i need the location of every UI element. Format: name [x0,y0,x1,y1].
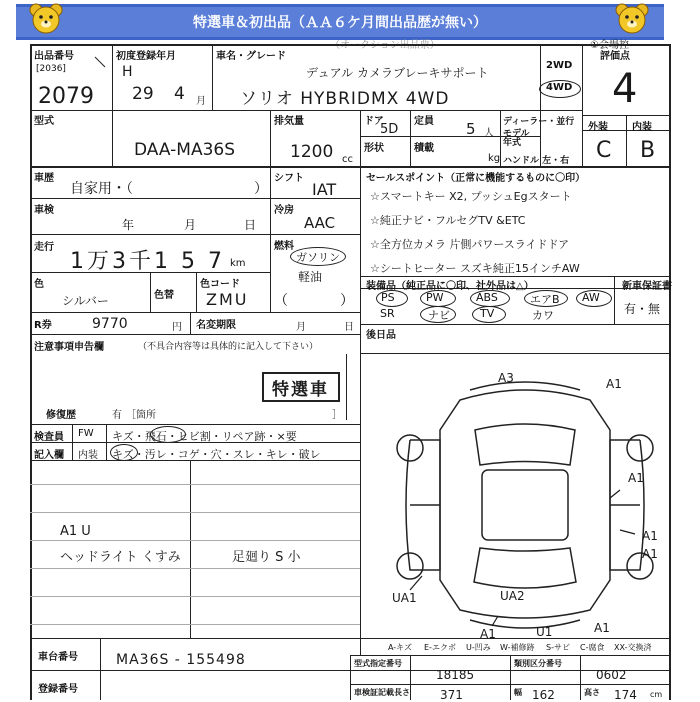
color-change-label: 色替 [154,290,174,301]
mark-ua1-left: UA1 [392,591,417,605]
first-reg-month-unit: 月 [196,96,206,107]
doors-value: 5D [380,122,399,137]
mark-u1-rear: U1 [536,625,553,639]
inspection-label: 車検 [34,205,54,216]
dog-ear-icon [94,56,106,68]
mileage-value: 1万3千1 5 7 [70,249,225,274]
entry-interior: 内装 [78,450,98,461]
hand-note-2: ヘッドライト くすみ [60,550,181,565]
first-reg-month: 4 [174,84,185,104]
repair-value: 有 [112,410,122,421]
name-label: 車名・グレード [216,51,286,62]
legend-w: W-補修跡 [500,643,535,652]
size-unit: cm [650,690,663,699]
legend-e: E-エクボ [424,643,456,652]
expiry-day: 日 [344,322,354,333]
shift-label: シフト [274,173,304,184]
length-value: 371 [440,688,463,702]
interior-grade: B [640,138,656,163]
sales-line-2: ☆純正ナビ・フルセグTV &ETC [370,214,526,227]
format-value: 18185 [436,668,475,682]
sales-line-4: ☆シートヒーター スズキ純正15インチAW [370,262,580,275]
repair-label: 修復歴 [46,410,76,421]
color-label: 色 [34,279,44,290]
displacement-value: 1200 [290,142,334,162]
mark-a1-right-rear: A1 [642,529,658,543]
legend-c: C-腐食 [580,643,605,652]
mileage-label: 走行 [34,242,54,253]
fuel-diesel: 軽油 [298,270,323,284]
chassis-label: 車台番号 [38,652,78,663]
mark-a1-right: A1 [628,471,644,485]
load-unit: kg [488,153,501,164]
color-code-label: 色コード [200,279,240,290]
mark-a1-front-right: A1 [606,377,622,391]
class-value: 0602 [596,668,627,682]
mark-a1-rear-right: A1 [594,621,610,635]
mark-a1-right-wheel: A1 [642,547,658,561]
lot-number: 2079 [38,84,94,109]
ac-label: 冷房 [274,205,294,216]
inspection-day: 日 [244,218,257,232]
equip-navi: ナビ [428,309,450,322]
top-banner [16,4,664,40]
sales-line-1: ☆スマートキー X2, プッシュEgスタート [370,190,572,203]
hand-note-1: A1 U [60,524,91,539]
ac-value: AAC [304,214,336,232]
hand-note-3: 足廻り S 小 [232,550,301,565]
later-label: 後日品 [366,330,396,341]
equip-tv: TV [480,307,495,320]
stone-chip-circle [150,426,186,443]
sales-label: セールスポイント（正常に機能するものに〇印） [366,173,586,184]
equipment-label: 装備品（純正品に〇印、社外品は△） [366,281,534,292]
bear-mascot-icon [28,2,64,36]
entry-label: 記入欄 [34,450,64,461]
equip-pw: PW [426,291,444,304]
scratch-circle [110,444,138,461]
equip-aw: AW [582,291,600,304]
equip-leather: カワ [532,309,554,322]
color-code: ZMU [206,290,249,309]
notes-sub: （不具合内容等は具体的に記入して下さい） [138,342,319,352]
history-close: ） [254,181,268,197]
inspection-year: 年 [122,218,135,232]
drive-4wd: 4WD [546,82,573,93]
checker-items: キズ・飛石・ヒビ割・リペア跡・×要 [112,430,297,443]
legend-a: A-キズ [388,643,413,652]
inspection-month: 月 [184,218,197,232]
shift-value: IAT [312,180,337,199]
exterior-grade: C [596,138,612,163]
recycle-value: 9770 [92,316,128,332]
width-label: 幅 [514,688,522,697]
load-label: 積載 [414,143,434,154]
model-year-label: モデル年式 [503,129,530,148]
equip-airbag: エアB [530,293,560,306]
car-damage-diagram [380,370,670,640]
doors-label: ドア [364,116,384,127]
first-reg-label: 初度登録年月 [116,51,176,62]
mark-a3-front: A3 [498,371,514,385]
car-name: ソリオ HYBRIDMX 4WD [240,89,450,109]
entry-items: キズ・汚レ・コゲ・穴・スレ・キレ・破レ [112,448,321,461]
bear-mascot-icon [614,2,650,36]
capacity-value: 5 [466,120,476,138]
checker-fw: FW [78,428,94,439]
legend-s: S-サビ [546,643,570,652]
model-label: 型式 [34,116,54,127]
mark-a1-rear: A1 [480,627,496,640]
first-reg-year: 29 [132,84,154,104]
legend-xx: XX-交換済 [614,643,652,652]
recycle-unit: 円 [172,322,182,333]
warranty-label: 新車保証書 [622,281,672,292]
class-label: 類別区分番号 [514,659,562,668]
repair-place: ［箇所 [126,410,156,421]
legend-u: U-凹み [466,643,491,652]
height-label: 高さ [584,688,600,697]
fuel-value: ガソリン [296,251,340,264]
sales-line-3: ☆全方位カメラ 片側パワースライドドア [370,238,570,251]
drive-2wd: 2WD [546,60,573,71]
mark-ua2-rear: UA2 [500,589,525,603]
checker-label: 検査員 [34,432,64,443]
displacement-unit: cc [342,154,353,165]
grade-label: 評価点 [600,51,630,62]
width-value: 162 [532,688,555,702]
recycle-label: R券 [34,320,52,331]
interior-label: 内装 [632,122,652,133]
shape-label: 形状 [364,143,384,154]
warranty-value: 有・無 [624,302,661,316]
equip-ps: PS [381,291,395,304]
history-label: 車歴 [34,173,54,184]
reg-no-label: 登録番号 [38,684,78,695]
fuel-label: 燃料 [274,241,294,252]
equip-abs: ABS [476,291,498,304]
exterior-label: 外装 [588,122,608,133]
equip-sr: SR [380,307,395,320]
dealer-label: ディーラー・並行 [503,117,575,127]
capacity-unit: 人 [484,128,494,139]
name-note: デュアル カメラブレーキサポート [306,66,489,80]
height-value: 174 [614,688,637,702]
capacity-label: 定員 [414,116,434,127]
repair-close: ］ [332,410,342,421]
expiry-label: 名変期限 [196,320,236,331]
lot-code: [2036] [36,64,66,74]
grade-score: 4 [612,66,638,112]
first-reg-era: H [122,64,133,80]
handle-label: ハンドル 左・右 [503,156,570,166]
banner-title: 特選車＆初出品（ＡＡ６ケ月間出品歴が無い） [193,15,487,31]
model-value: DAA-MA36S [134,140,236,160]
mileage-unit: km [230,258,246,269]
stamp-text: 特選車 [272,380,329,400]
length-label: 長さ [394,688,410,697]
format-label: 型式指定番号 [354,659,402,668]
chassis-number: MA36S - 155498 [116,652,246,668]
displacement-label: 排気量 [274,116,304,127]
color-value: シルバー [62,294,109,308]
size-label: 車検証記載 [354,688,394,697]
expiry-month: 月 [296,322,306,333]
history-value: 自家用・（ [70,181,133,197]
notes-label: 注意事項申告欄 [34,342,104,353]
lot-label: 出品番号 [34,51,74,62]
